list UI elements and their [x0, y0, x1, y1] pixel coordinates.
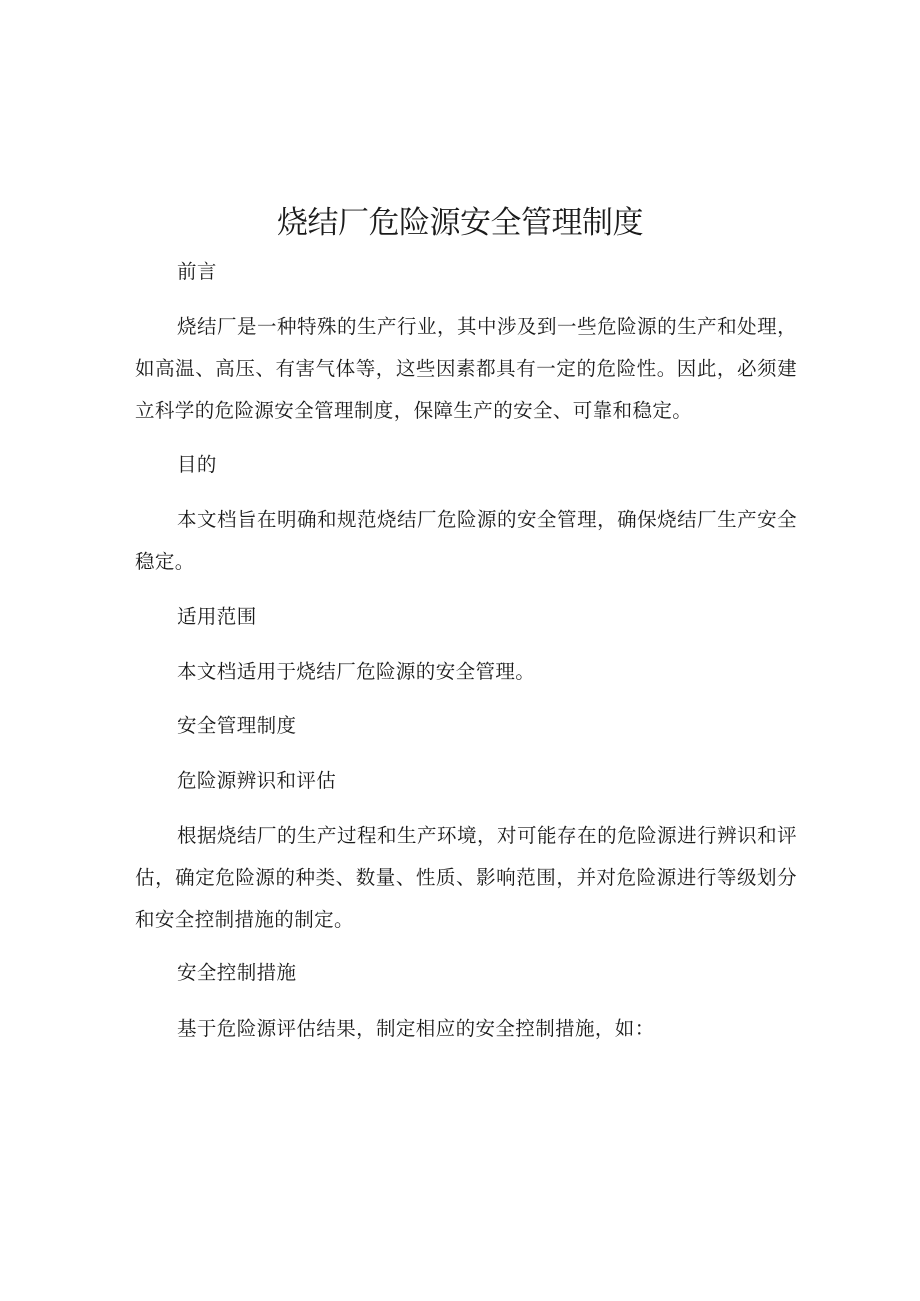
- safety-system-heading: 安全管理制度: [177, 714, 297, 737]
- scope-heading: 适用范围: [177, 605, 257, 628]
- purpose-heading: 目的: [177, 453, 217, 476]
- control-measures-heading: 安全控制措施: [177, 961, 297, 984]
- identification-paragraph: 根据烧结厂的生产过程和生产环境，对可能存在的危险源进行辨识和评估，确定危险源的种类、数量、性质、影响范围，并对危险源进行等级划分和安全控制措施的制定。: [135, 824, 797, 931]
- preface-heading: 前言: [177, 260, 217, 283]
- identification-heading: 危险源辨识和评估: [177, 769, 337, 792]
- control-measures-paragraph: 基于危险源评估结果，制定相应的安全控制措施，如：: [177, 1017, 655, 1040]
- purpose-paragraph: 本文档旨在明确和规范烧结厂危险源的安全管理，确保烧结厂生产安全稳定。: [135, 508, 797, 573]
- preface-paragraph: 烧结厂是一种特殊的生产行业，其中涉及到一些危险源的生产和处理，如高温、高压、有害气体等，这些因素都具有一定的危险性。因此，必须建立科学的危险源安全管理制度，保障生产的安全、可靠和稳定。: [135, 315, 797, 422]
- document-title: 烧结厂危险源安全管理制度: [277, 205, 643, 241]
- scope-paragraph: 本文档适用于烧结厂危险源的安全管理。: [177, 660, 536, 683]
